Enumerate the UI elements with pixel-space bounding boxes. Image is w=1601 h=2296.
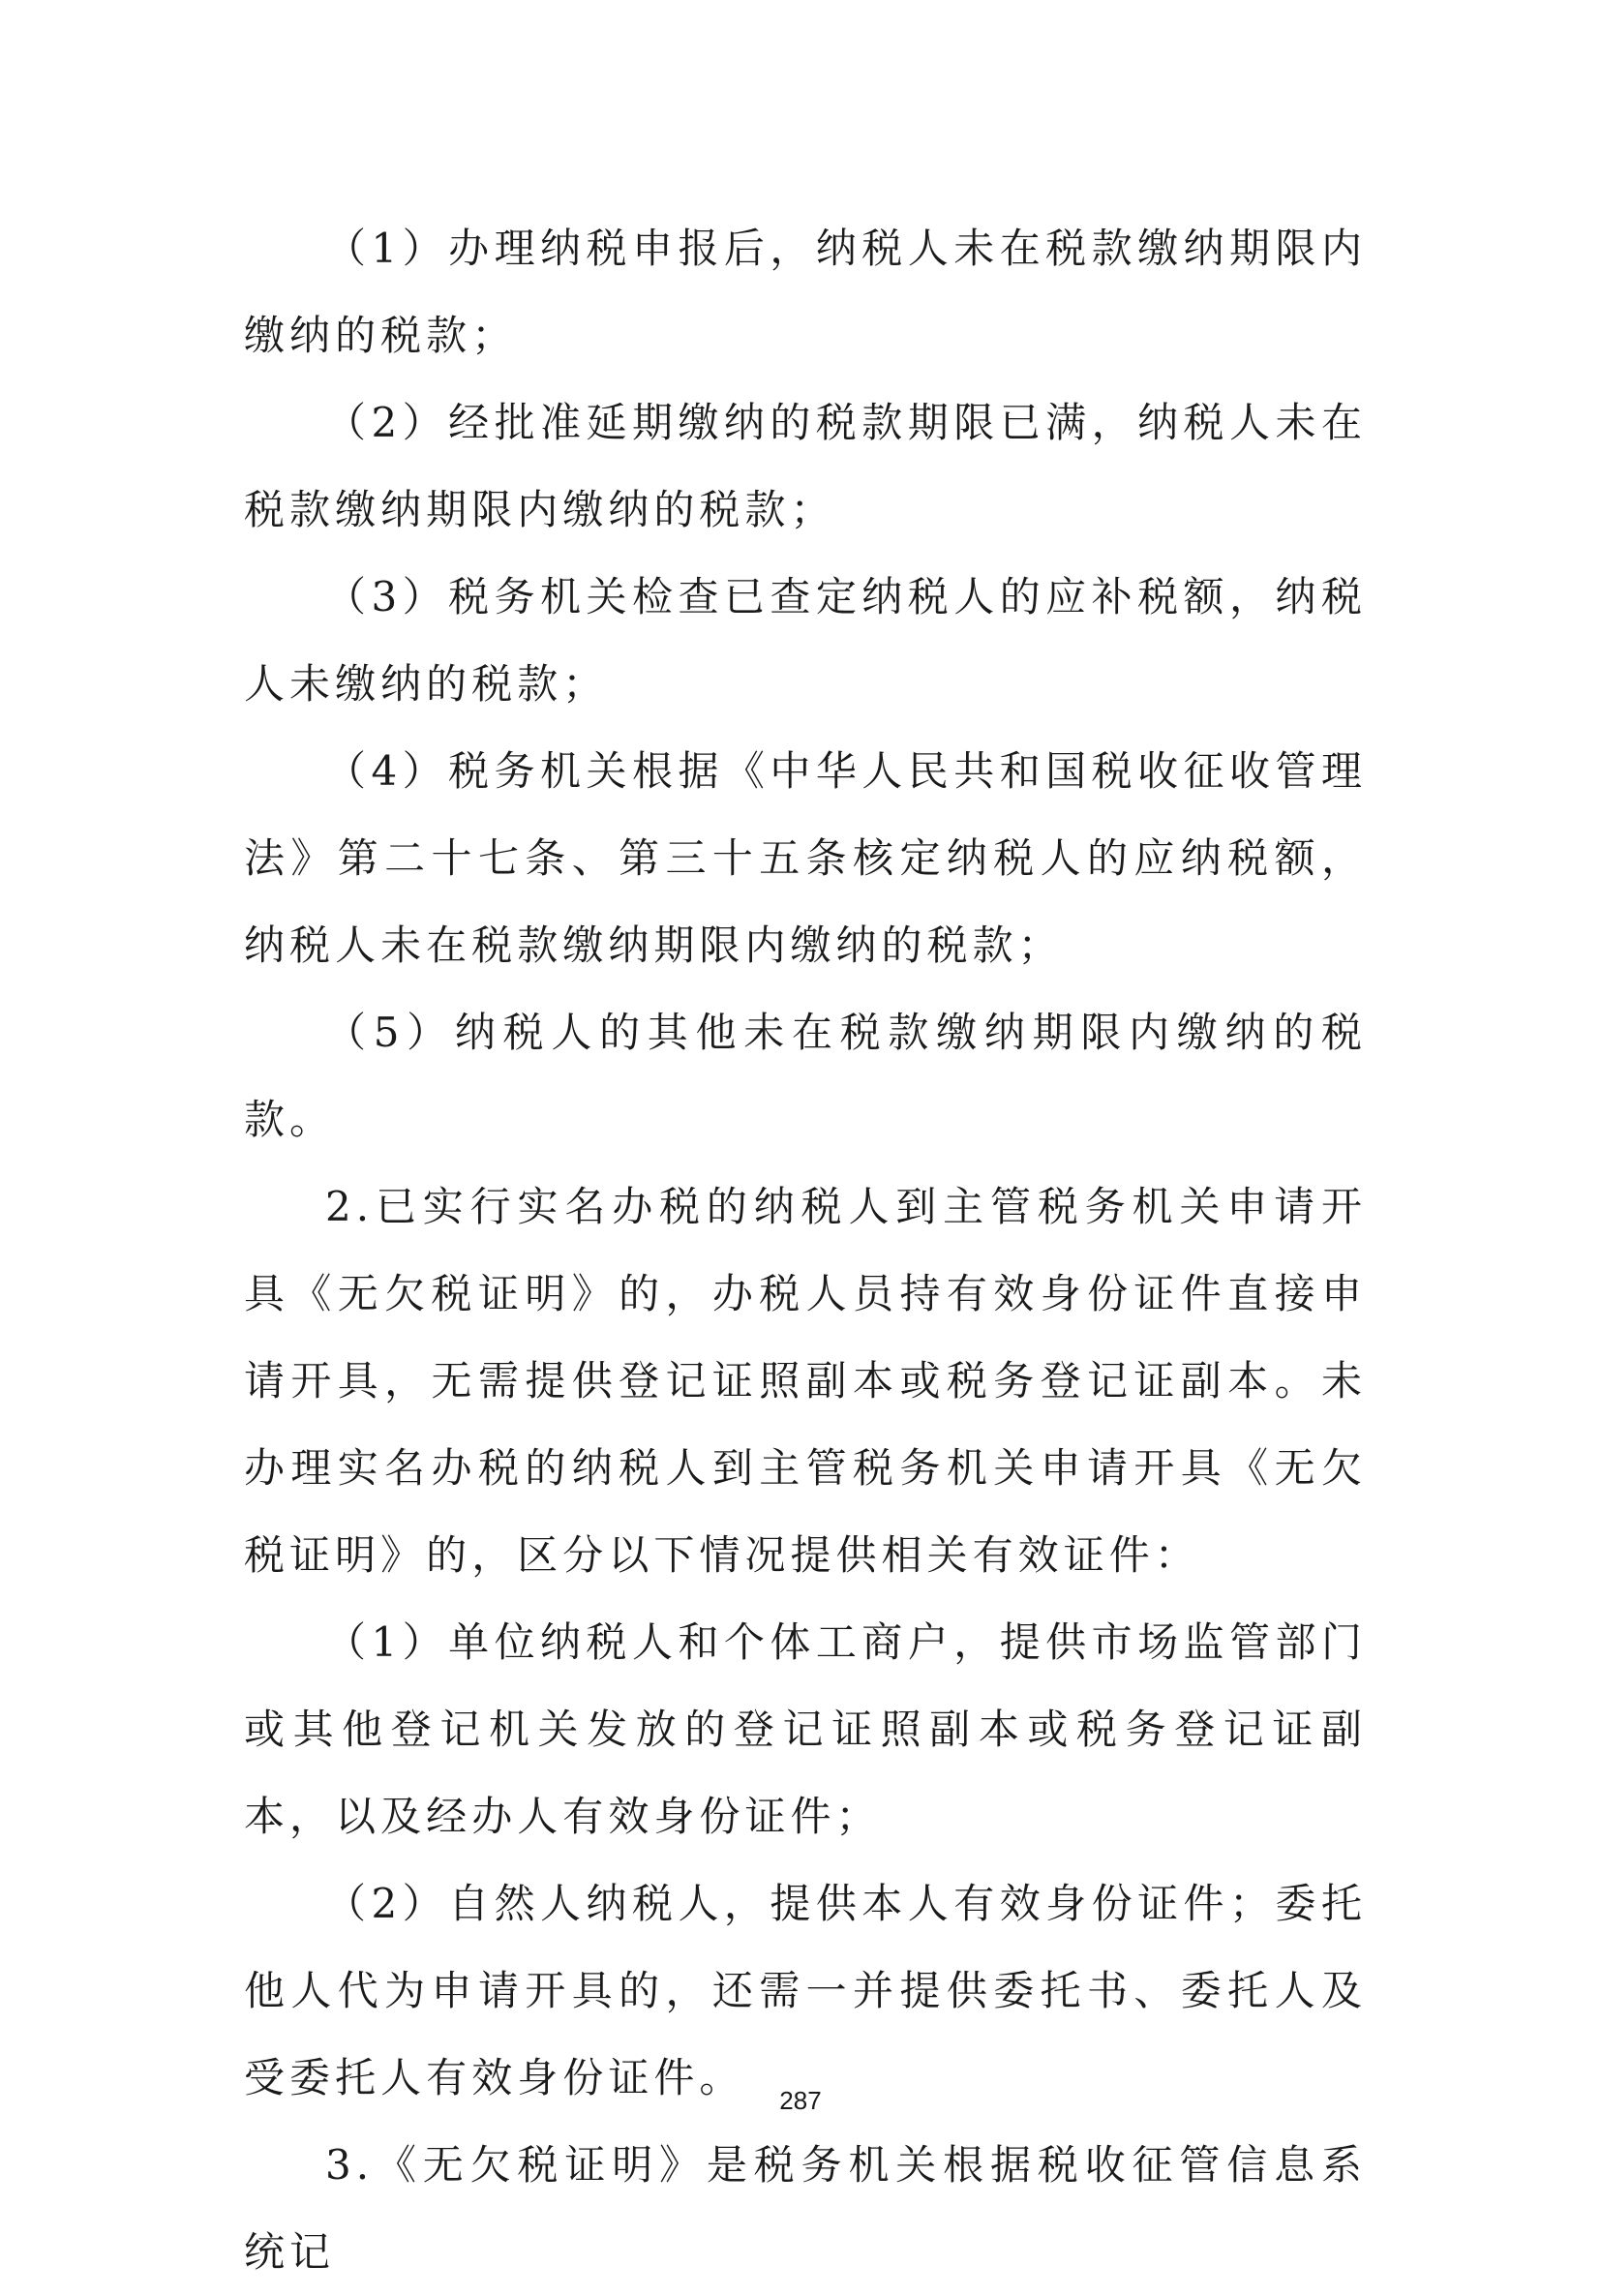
paragraph-subitem-1: （1）单位纳税人和个体工商户，提供市场监管部门或其他登记机关发放的登记证照副本或税务登记证副本，以及经办人有效身份证件； [244, 1618, 1367, 1840]
document-body [244, 205, 1367, 2296]
paragraph-section-2: 2.已实行实名办税的纳税人到主管税务机关申请开具《无欠税证明》的，办税人员持有效身份证件直接申请开具，无需提供登记证照副本或税务登记证副本。未办理实名办税的纳税人到主管税务机关申请开具《无欠税证明》的，区分以下情况提供相关有效证件： [244, 1183, 1367, 1579]
paragraph-item-2: （2）经批准延期缴纳的税款期限已满，纳税人未在税款缴纳期限内缴纳的税款； [244, 399, 1367, 533]
paragraph-subitem-2: （2）自然人纳税人，提供本人有效身份证件；委托他人代为申请开具的，还需一并提供委托书、委托人及受委托人有效身份证件。 [244, 1880, 1367, 2101]
paragraph-section-3: 3.《无欠税证明》是税务机关根据税收征管信息系统记 [244, 2141, 1367, 2276]
page-number: 287 [779, 2086, 822, 2115]
paragraph-item-5: （5）纳税人的其他未在税款缴纳期限内缴纳的税款。 [244, 1009, 1367, 1143]
paragraph-item-1: （1）办理纳税申报后，纳税人未在税款缴纳期限内缴纳的税款； [244, 225, 1367, 359]
paragraph-item-4: （4）税务机关根据《中华人民共和国税收征收管理法》第二十七条、第三十五条核定纳税人的应纳税额，纳税人未在税款缴纳期限内缴纳的税款； [244, 747, 1367, 969]
paragraph-item-3: （3）税务机关检查已查定纳税人的应补税额，纳税人未缴纳的税款； [244, 573, 1367, 708]
